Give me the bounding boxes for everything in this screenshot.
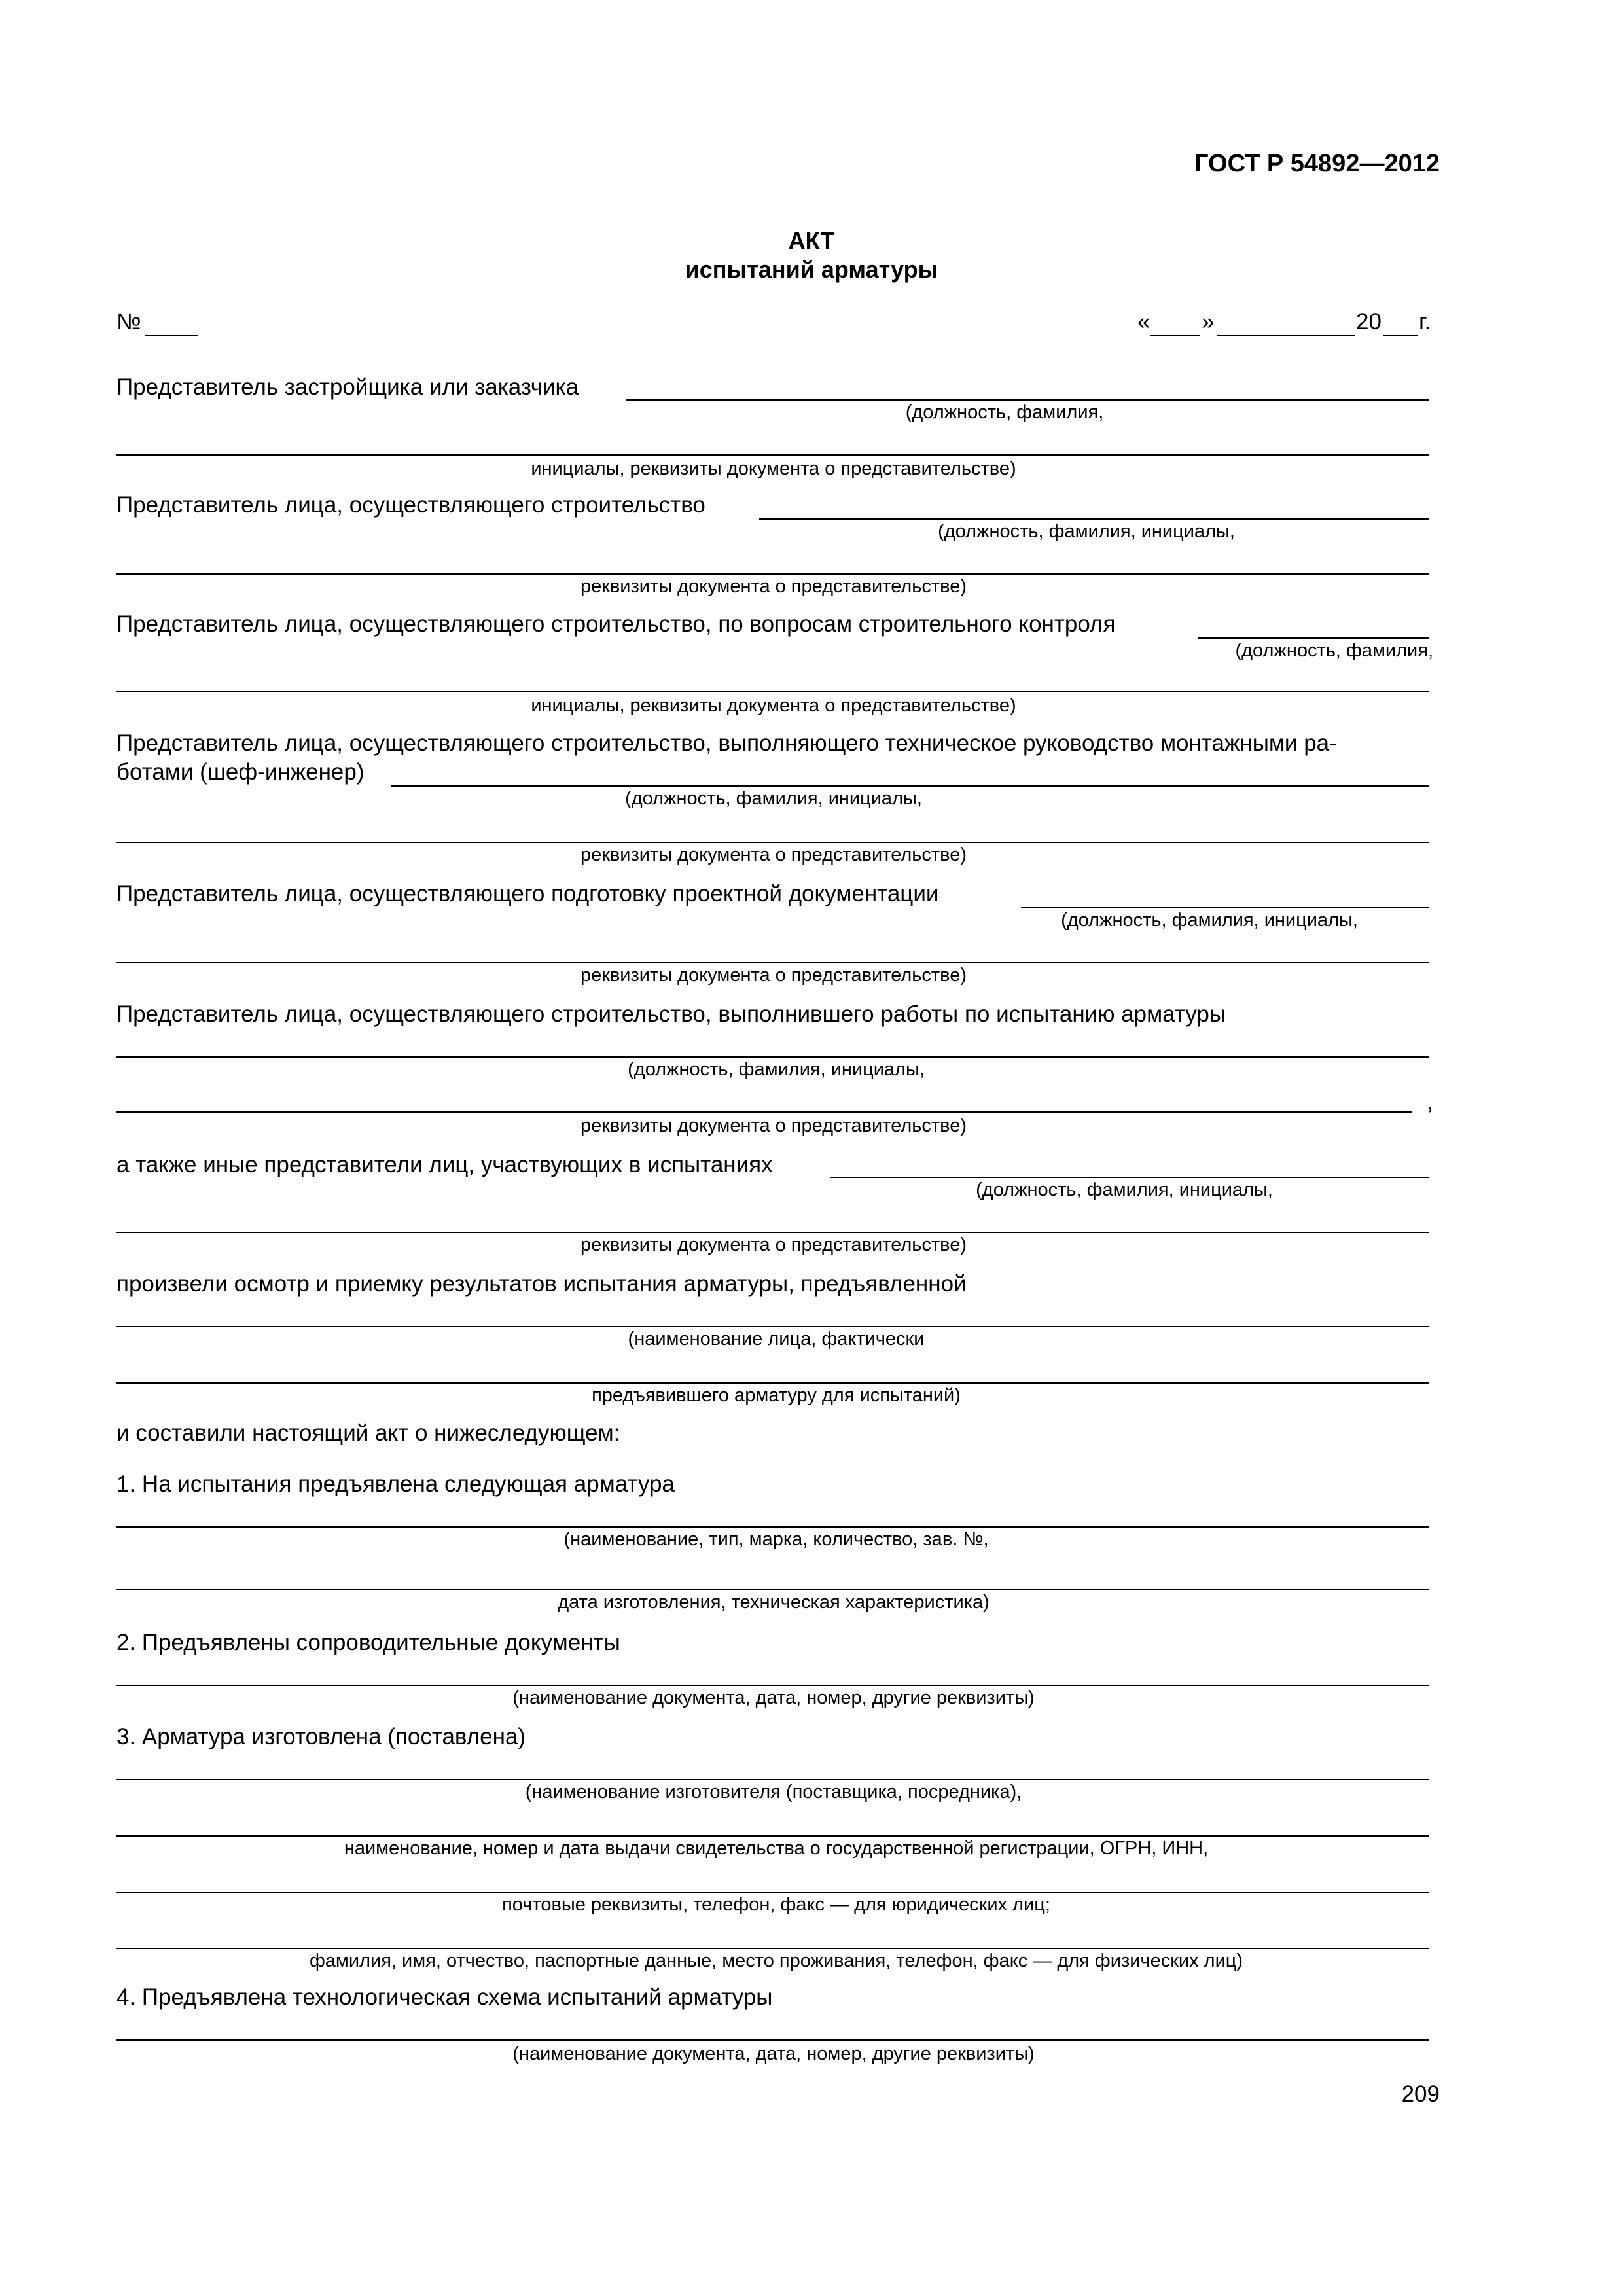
design-rep-caption-1: (должность, фамилия, инициалы,: [1061, 910, 1358, 931]
item-1-caption-2: дата изготовления, техническая характеристика): [558, 1592, 990, 1613]
design-rep-caption-2: реквизиты документа о представительстве): [580, 965, 967, 986]
tester-rep-caption-1: (должность, фамилия, инициалы,: [628, 1059, 925, 1080]
inspection-field-2[interactable]: [116, 1382, 1429, 1384]
item-4-caption-1: (наименование документа, дата, номер, другие реквизиты): [512, 2043, 1035, 2064]
item-1-field[interactable]: [116, 1526, 1429, 1528]
tester-rep-field[interactable]: [116, 1056, 1429, 1058]
inspection-label: произвели осмотр и приемку результатов испытания арматуры, предъявленной: [116, 1271, 967, 1297]
inspection-field[interactable]: [116, 1326, 1429, 1327]
item-3-label: 3. Арматура изготовлена (поставлена): [116, 1724, 526, 1749]
others-rep-field-2[interactable]: [116, 1232, 1429, 1233]
builder-rep-label: Представитель лица, осуществляющего строительство: [116, 492, 705, 518]
others-rep-caption-2: реквизиты документа о представительстве): [580, 1234, 967, 1255]
item-2-caption-1: (наименование документа, дата, номер, другие реквизиты): [512, 1687, 1035, 1708]
control-rep-label: Представитель лица, осуществляющего строительство, по вопросам строительного контроля: [116, 611, 1116, 637]
item-2-field[interactable]: [116, 1685, 1429, 1686]
item-3-field[interactable]: [116, 1779, 1429, 1780]
item-4-field[interactable]: [116, 2039, 1429, 2041]
chief-rep-caption-1: (должность, фамилия, инициалы,: [625, 788, 922, 809]
builder-rep-field[interactable]: [759, 518, 1429, 520]
chief-rep-field-2[interactable]: [116, 842, 1429, 843]
design-rep-label: Представитель лица, осуществляющего подготовку проектной документации: [116, 881, 939, 906]
chief-rep-caption-2: реквизиты документа о представительстве): [580, 844, 967, 865]
control-rep-field[interactable]: [1198, 637, 1429, 639]
item-4-label: 4. Предъявлена технологическая схема испытаний арматуры: [116, 1984, 773, 2010]
date-year-field[interactable]: [1383, 335, 1418, 336]
item-3-caption-1: (наименование изготовителя (поставщика, посредника),: [525, 1782, 1022, 1803]
date-year-prefix: 20: [1356, 309, 1382, 334]
item-3-caption-4: фамилия, имя, отчество, паспортные данные, место проживания, телефон, факс — для физических лиц): [309, 1950, 1243, 1971]
control-rep-field-2[interactable]: [116, 691, 1429, 692]
tester-rep-comma: ,: [1427, 1089, 1433, 1115]
date-year-suffix: г.: [1419, 309, 1431, 334]
others-rep-caption-1: (должность, фамилия, инициалы,: [976, 1179, 1273, 1200]
act-title: АКТ: [788, 227, 835, 254]
item-3-caption-2: наименование, номер и дата выдачи свидетельства о государственной регистрации, ОГРН, ИНН,: [344, 1838, 1209, 1859]
chief-rep-field[interactable]: [391, 785, 1429, 787]
inspection-caption-2: предъявившего арматуру для испытаний): [592, 1385, 961, 1406]
number-field[interactable]: [145, 335, 198, 336]
item-3-field-4[interactable]: [116, 1948, 1429, 1949]
builder-rep-field-2[interactable]: [116, 573, 1429, 575]
item-2-label: 2. Предъявлены сопроводительные документы: [116, 1630, 620, 1655]
others-rep-field[interactable]: [830, 1177, 1429, 1178]
tester-rep-caption-2: реквизиты документа о представительстве): [580, 1115, 967, 1136]
developer-rep-field-2[interactable]: [116, 454, 1429, 456]
tester-rep-label: Представитель лица, осуществляющего строительство, выполнившего работы по испытанию арматуры: [116, 1001, 1226, 1027]
inspection-caption-1: (наименование лица, фактически: [628, 1329, 925, 1350]
standard-header: ГОСТ Р 54892—2012: [1194, 150, 1440, 177]
chief-rep-label-1: Представитель лица, осуществляющего строительство, выполняющего техническое руководство монтажными ра-: [116, 730, 1337, 756]
page-number: 209: [1401, 2081, 1440, 2107]
developer-rep-caption-1: (должность, фамилия,: [905, 402, 1104, 423]
date-day-field[interactable]: [1150, 335, 1200, 336]
act-intro: и составили настоящий акт о нижеследующем:: [116, 1420, 620, 1446]
builder-rep-caption-1: (должность, фамилия, инициалы,: [938, 521, 1235, 542]
item-1-label: 1. На испытания предъявлена следующая арматура: [116, 1471, 675, 1497]
date-month-field[interactable]: [1217, 335, 1355, 336]
act-subtitle: испытаний арматуры: [685, 256, 938, 283]
control-rep-caption-2: инициалы, реквизиты документа о представительстве): [531, 695, 1016, 716]
chief-rep-label-2: ботами (шеф-инженер): [116, 759, 365, 785]
item-3-field-2[interactable]: [116, 1835, 1429, 1837]
date-close-quote: »: [1202, 309, 1215, 334]
developer-rep-field[interactable]: [626, 399, 1429, 401]
control-rep-caption-1: (должность, фамилия,: [1235, 640, 1433, 661]
others-rep-label: а также иные представители лиц, участвующих в испытаниях: [116, 1152, 773, 1177]
item-3-caption-3: почтовые реквизиты, телефон, факс — для юридических лиц;: [502, 1894, 1050, 1915]
tester-rep-field-2[interactable]: [116, 1111, 1412, 1113]
design-rep-field-2[interactable]: [116, 962, 1429, 963]
item-1-field-2[interactable]: [116, 1589, 1429, 1590]
number-prefix: №: [116, 309, 141, 334]
item-1-caption-1: (наименование, тип, марка, количество, зав. №,: [563, 1529, 989, 1550]
date-open-quote: «: [1137, 309, 1150, 334]
developer-rep-label: Представитель застройщика или заказчика: [116, 374, 579, 400]
builder-rep-caption-2: реквизиты документа о представительстве): [580, 576, 967, 597]
design-rep-field[interactable]: [1021, 907, 1429, 908]
developer-rep-caption-2: инициалы, реквизиты документа о представительстве): [531, 458, 1016, 479]
item-3-field-3[interactable]: [116, 1892, 1429, 1893]
